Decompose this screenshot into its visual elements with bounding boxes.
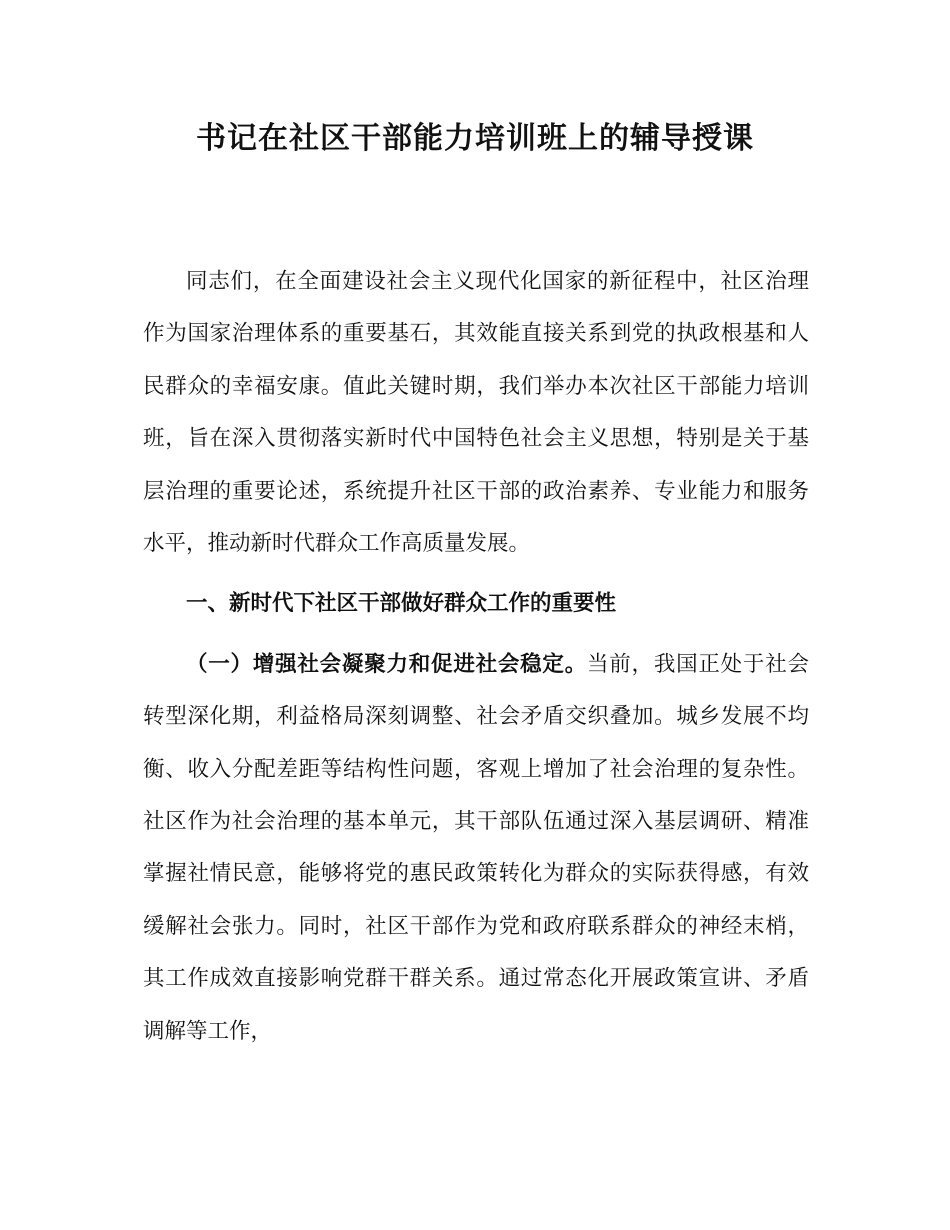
subsection-lead: （一）增强社会凝聚力和促进社会稳定。: [186, 651, 587, 677]
subsection-text: 当前，我国正处于社会转型深化期，利益格局深刻调整、社会矛盾交织叠加。城乡发展不均衡、收入分配差距等结构性问题，客观上增加了社会治理的复杂性。社区作为社会治理的基本单元，其干部队伍通过深入基层调研、精准掌握社情民意，能够将党的惠民政策转化为群众的实际获得感，有效缓解社会张力。同时，社区干部作为党和政府联系群众的神经末梢，其工作成效直接影响党群干群关系。通过常态化开展政策宣讲、矛盾调解等工作，: [143, 651, 809, 1044]
subsection-paragraph: [143, 639, 809, 1058]
section-heading: 一、新时代下社区干部做好群众工作的重要性: [186, 591, 617, 617]
intro-paragraph: 同志们，在全面建设社会主义现代化国家的新征程中，社区治理作为国家治理体系的重要基石，其效能直接关系到党的执政根基和人民群众的幸福安康。值此关键时期，我们举办本次社区干部能力培训班，旨在深入贯彻落实新时代中国特色社会主义思想，特别是关于基层治理的重要论述，系统提升社区干部的政治素养、专业能力和服务水平，推动新时代群众工作高质量发展。: [143, 269, 809, 557]
document-title: 书记在社区干部能力培训班上的辅导授课: [196, 121, 754, 156]
document-body: [143, 256, 809, 1058]
